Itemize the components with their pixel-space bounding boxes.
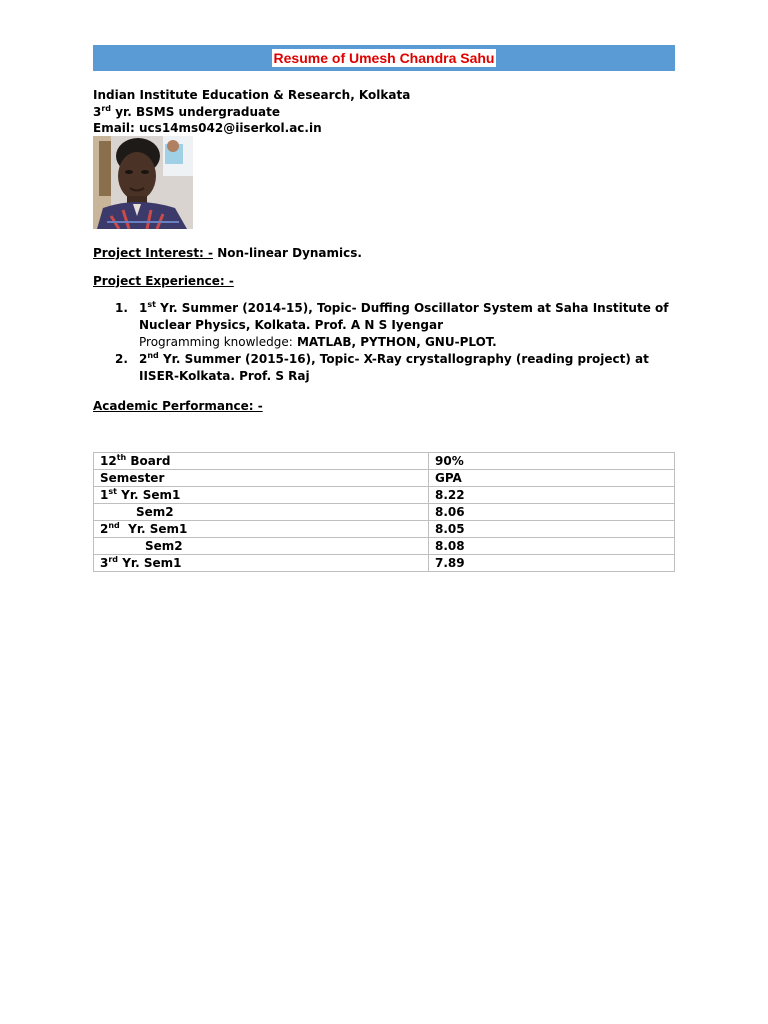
table-cell-label <box>94 504 429 521</box>
profile-photo <box>93 136 193 229</box>
row-suffix: nd <box>108 521 120 530</box>
project-experience-list <box>115 300 675 385</box>
email-label: Email: <box>93 121 140 135</box>
table-cell-label <box>94 453 429 470</box>
page-title: Resume of Umesh Chandra Sahu <box>273 50 495 66</box>
table-cell-value: 90% <box>429 453 675 470</box>
row-number: 12 <box>100 454 117 468</box>
table-cell-value: 7.89 <box>429 555 675 572</box>
table-row <box>94 521 675 538</box>
list-item-number: 2. <box>115 352 128 366</box>
list-item-number: 1. <box>115 301 128 315</box>
institute-line: Indian Institute Education & Research, Kolkata <box>93 88 411 102</box>
table-cell-value: 8.06 <box>429 504 675 521</box>
table-row <box>94 504 675 521</box>
row-text: Board <box>126 454 171 468</box>
row-number: 1 <box>100 488 109 502</box>
row-text: Sem2 <box>136 505 174 519</box>
email-line <box>93 120 410 137</box>
email-value: ucs14ms042@iiserkol.ac.in <box>139 121 322 135</box>
project-interest <box>93 246 362 260</box>
row-suffix: st <box>108 487 117 496</box>
row-suffix: rd <box>108 555 119 564</box>
profile-photo-image <box>93 136 193 229</box>
header-block <box>93 87 410 137</box>
title-bar <box>93 45 675 71</box>
list-item-body <box>139 300 675 351</box>
experience-lead-suffix: nd <box>147 351 159 360</box>
academic-table <box>93 452 675 572</box>
programming-value: MATLAB, PYTHON, GNU-PLOT. <box>292 335 497 349</box>
experience-lead-number: 2 <box>139 352 148 366</box>
row-text: Semester <box>100 471 165 485</box>
table-cell-value: 8.22 <box>429 487 675 504</box>
table-cell-value: GPA <box>429 470 675 487</box>
row-text: Sem2 <box>145 539 183 553</box>
table-cell-label <box>94 555 429 572</box>
table-cell-label <box>94 538 429 555</box>
experience-lead-text: Yr. Summer (2014-15), <box>155 301 313 315</box>
table-cell-value: 8.05 <box>429 521 675 538</box>
table-row <box>94 487 675 504</box>
list-item <box>115 351 675 385</box>
project-experience-heading: Project Experience: - <box>93 274 234 288</box>
project-interest-label: Project Interest: - <box>93 246 214 260</box>
table-cell-label <box>94 487 429 504</box>
table-row <box>94 538 675 555</box>
list-item-body <box>139 351 675 385</box>
table-cell-label <box>94 470 429 487</box>
experience-lead-number: 1 <box>139 301 148 315</box>
year-text: yr. BSMS undergraduate <box>111 104 280 119</box>
row-text: Yr. Sem1 <box>116 488 181 502</box>
row-text: Yr. Sem1 <box>118 556 182 570</box>
row-number: 2 <box>100 522 109 536</box>
table-row <box>94 453 675 470</box>
table-row <box>94 470 675 487</box>
year-number: 3 <box>93 104 102 119</box>
list-item <box>115 300 675 351</box>
row-suffix: th <box>116 453 127 462</box>
row-text: Yr. Sem1 <box>119 522 188 536</box>
experience-topic: Topic- Duffing Oscillator System at Saha Institute of Nuclear Physics, Kolkata. Prof. A N S Iyengar <box>139 301 669 332</box>
academic-performance-heading: Academic Performance: - <box>93 399 263 413</box>
experience-lead-text: Yr. Summer (2015-16), <box>158 352 316 366</box>
year-line <box>93 104 410 121</box>
table-cell-label <box>94 521 429 538</box>
table-row <box>94 555 675 572</box>
project-interest-value: Non-linear Dynamics. <box>213 246 362 260</box>
row-number: 3 <box>100 556 109 570</box>
experience-lead-suffix: st <box>147 300 156 309</box>
year-suffix: rd <box>101 103 112 113</box>
experience-topic: Topic- X-Ray crystallography (reading project) at IISER-Kolkata. Prof. S Raj <box>139 352 649 383</box>
programming-label: Programming knowledge: <box>139 335 293 349</box>
table-cell-value: 8.08 <box>429 538 675 555</box>
